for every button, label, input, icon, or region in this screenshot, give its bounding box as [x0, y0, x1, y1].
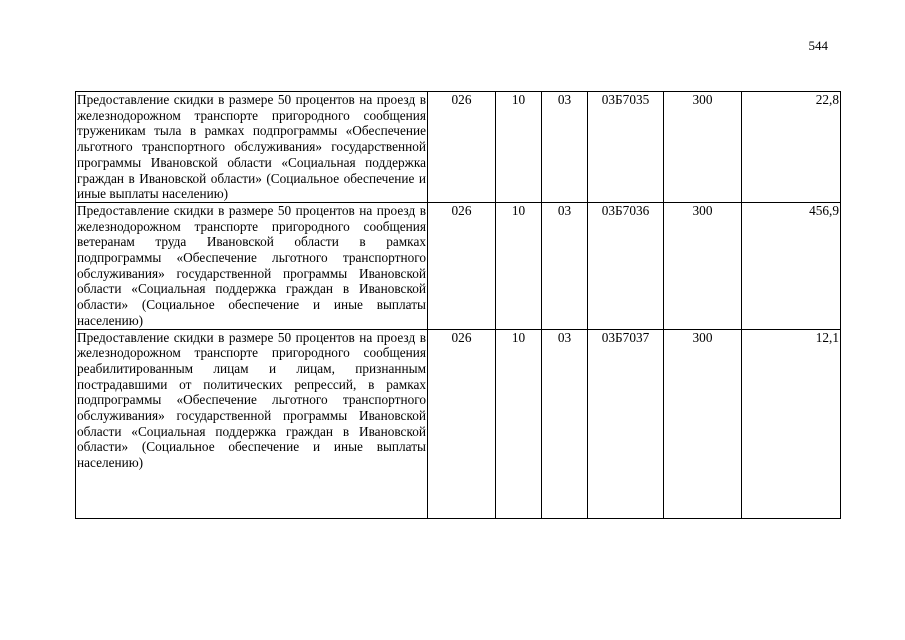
target-article-code: 03Б7035: [588, 92, 664, 203]
section-code: 10: [496, 202, 542, 329]
ministry-code: 026: [428, 329, 496, 518]
target-article-code: 03Б7037: [588, 329, 664, 518]
expense-type-code: 300: [664, 92, 742, 203]
ministry-code: 026: [428, 92, 496, 203]
budget-table: [75, 91, 841, 519]
row-description: Предоставление скидки в размере 50 процентов на проезд в железнодорожном транспорте пригородного сообщения реабилитированным лицам и лицам, признанным пострадавшими от политических репрессий, в рамках подпрограммы «Обеспечение льготного транспортного обслуживания» государственной программы Ивановской области «Социальная поддержка граждан в Ивановской области» (Социальное обеспечение и иные выплаты населению): [76, 329, 428, 518]
subsection-code: 03: [542, 92, 588, 203]
amount: 12,1: [742, 329, 841, 518]
table-row: [76, 202, 841, 329]
table-row: [76, 92, 841, 203]
table-row: [76, 329, 841, 518]
subsection-code: 03: [542, 329, 588, 518]
amount: 456,9: [742, 202, 841, 329]
amount: 22,8: [742, 92, 841, 203]
row-description: Предоставление скидки в размере 50 процентов на проезд в железнодорожном транспорте пригородного сообщения труженикам тыла в рамках подпрограммы «Обеспечение льготного транспортного обслуживания» государственной программы Ивановской области «Социальная поддержка граждан в Ивановской области» (Социальное обеспечение и иные выплаты населению): [77, 92, 426, 202]
expense-type-code: 300: [664, 329, 742, 518]
expense-type-code: 300: [664, 202, 742, 329]
section-code: 10: [496, 329, 542, 518]
subsection-code: 03: [542, 202, 588, 329]
row-description: Предоставление скидки в размере 50 процентов на проезд в железнодорожном транспорте пригородного сообщения ветеранам труда Ивановской области в рамках подпрограммы «Обеспечение льготного транспортного обслуживания» государственной программы Ивановской области «Социальная поддержка граждан в Ивановской области» (Социальное обеспечение и иные выплаты населению): [77, 202, 426, 328]
section-code: 10: [496, 92, 542, 203]
target-article-code: 03Б7036: [588, 202, 664, 329]
ministry-code: 026: [428, 202, 496, 329]
page-number: 544: [808, 38, 828, 53]
